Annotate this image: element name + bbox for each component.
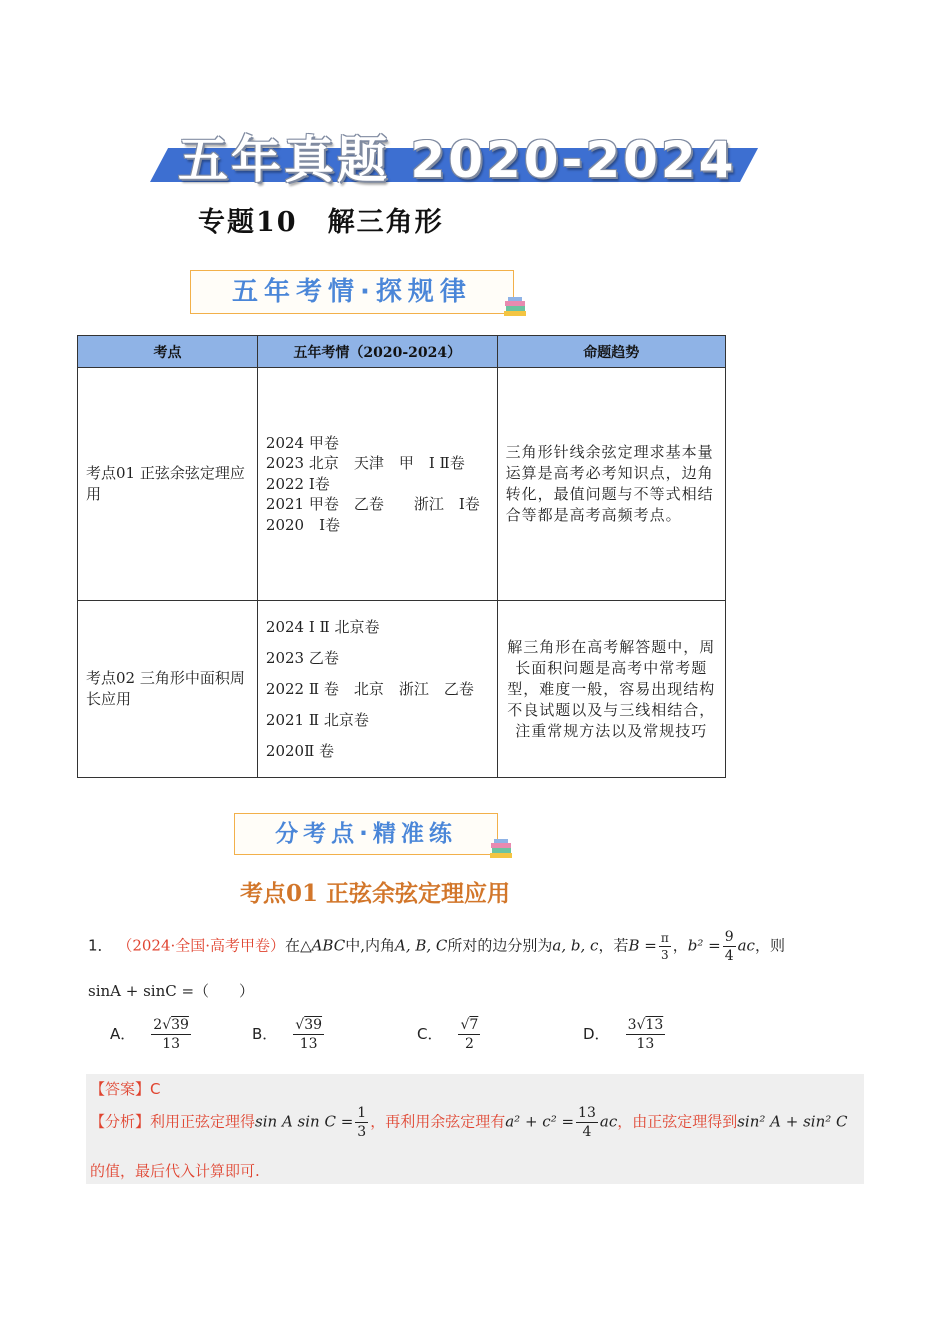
fraction: $\frac{√39}{13}$: [295, 1017, 323, 1052]
sides: a, b, c: [552, 936, 599, 955]
header-trend: 命题趋势: [497, 336, 725, 368]
denominator: 13: [299, 1036, 318, 1052]
question-text: ，若: [598, 936, 629, 955]
option-c[interactable]: [417, 1018, 482, 1051]
question-text: 所对的边分别为: [447, 936, 553, 955]
year-entry: 2024 甲卷: [265, 433, 339, 452]
year-entry: 2023 乙卷: [265, 648, 339, 667]
table-row: [78, 601, 726, 778]
header-banner: [150, 118, 740, 189]
ac: ac: [737, 936, 755, 955]
question-text: ，则: [754, 936, 785, 955]
radicand: 7: [469, 1017, 479, 1033]
fraction: $\frac{√7}{2}$: [460, 1017, 479, 1052]
coefficient: 2: [153, 1017, 163, 1033]
fraction: $\frac{2√39}{13}$: [153, 1017, 189, 1052]
question-expression: sinA + sinC =（ ）: [88, 982, 255, 1000]
option-label: A．: [110, 1024, 136, 1043]
formula: ac: [599, 1112, 618, 1131]
analysis-text: 利用正弦定理得: [150, 1112, 256, 1131]
denominator: 4: [724, 948, 734, 964]
year-entry: 2022 Ⅱ 卷 北京 浙江 乙卷: [265, 679, 474, 698]
option-label: B．: [252, 1024, 278, 1043]
condition-b: B =: [628, 936, 657, 955]
radicand: 39: [171, 1017, 189, 1033]
year-entry: 2021 Ⅱ 北京卷: [265, 710, 369, 729]
topic-prefix: 专题10: [198, 207, 298, 238]
denominator: 4: [582, 1124, 592, 1140]
cell-years: [257, 368, 497, 601]
fraction: [576, 1106, 598, 1139]
fraction: [355, 1106, 368, 1139]
header-point: 考点: [78, 336, 258, 368]
summary-table: [77, 335, 726, 778]
year-entry: 2020 Ⅰ卷: [265, 515, 341, 534]
table-header-row: [78, 336, 726, 368]
denominator: 3: [660, 948, 669, 962]
year-entry: 2023 北京 天津 甲 Ⅰ Ⅱ卷: [265, 454, 465, 473]
cell-point: 考点01 正弦余弦定理应用: [78, 368, 258, 601]
option-a[interactable]: [110, 1018, 193, 1051]
coefficient: 3: [627, 1017, 637, 1033]
question-stem: [88, 930, 785, 963]
section-title: 考点01 正弦余弦定理应用: [240, 880, 511, 907]
answer-value: C: [150, 1080, 161, 1098]
denominator: 2: [464, 1036, 474, 1052]
books-icon: [502, 296, 528, 318]
analysis-line: [90, 1160, 260, 1181]
section-label-practice: 分考点·精准练: [234, 813, 498, 855]
analysis-tag: 【分析】: [90, 1112, 151, 1131]
analysis-line: [90, 1106, 848, 1139]
radicand: 39: [304, 1017, 323, 1033]
table-row: [78, 368, 726, 601]
header-years: 五年考情（2020-2024）: [257, 336, 497, 368]
answer-line: [90, 1078, 161, 1099]
fraction: $\frac{3√13}{13}$: [627, 1017, 664, 1052]
radicand: 13: [645, 1017, 664, 1033]
option-label: C．: [417, 1024, 443, 1043]
denominator: 13: [162, 1036, 181, 1052]
cell-trend: 解三角形在高考解答题中，周长面积问题是高考中常考题型，难度一般，容易出现结构不良试题以及与三线相结合，注重常规方法以及常规技巧: [497, 601, 725, 778]
cell-trend: 三角形针线余弦定理求基本量运算是高考必考知识点，边角转化，最值问题与不等式相结合等都是高考高频考点。: [497, 368, 725, 601]
option-b[interactable]: [252, 1018, 326, 1051]
cell-years: [257, 601, 497, 778]
topic-title: [198, 200, 444, 239]
denominator: 13: [636, 1036, 655, 1052]
year-entry: 2022 Ⅰ卷: [265, 474, 330, 493]
question-text: 在: [285, 936, 301, 955]
option-label: D．: [583, 1024, 610, 1043]
fraction: [659, 932, 671, 961]
question-text: ，: [672, 936, 688, 955]
numerator: π: [660, 931, 669, 945]
option-d[interactable]: [583, 1018, 667, 1051]
analysis-text: 的值，最后代入计算即可.: [90, 1162, 260, 1180]
cell-point: 考点02 三角形中面积周长应用: [78, 601, 258, 778]
answer-tag: 【答案】: [90, 1080, 151, 1098]
year-entry: 2024 Ⅰ Ⅱ 北京卷: [265, 617, 380, 636]
topic-name: 解三角形: [327, 207, 444, 238]
numerator: 9: [724, 929, 734, 945]
numerator: 1: [357, 1105, 367, 1121]
formula: sin² A + sin² C: [737, 1112, 848, 1131]
analysis-text: ，再利用余弦定理有: [370, 1112, 506, 1131]
condition-b2: b² =: [687, 936, 721, 955]
denominator: 3: [357, 1124, 367, 1140]
formula: a² + c² =: [505, 1112, 575, 1131]
triangle-symbol: △ABC: [300, 936, 346, 955]
question-text: 中,内角: [345, 936, 395, 955]
angles: A, B, C: [395, 936, 448, 955]
section-label-trends: 五年考情·探规律: [190, 270, 514, 314]
formula: sin A sin C =: [255, 1112, 354, 1131]
books-icon: [488, 838, 514, 860]
fraction: [723, 930, 736, 963]
question-number: 1．: [88, 936, 113, 955]
analysis-text: ，由正弦定理得到: [617, 1112, 738, 1131]
question-source: （2024·全国·高考甲卷）: [117, 936, 286, 955]
banner-title: 五年真题 2020-2024: [178, 131, 737, 189]
year-entry: 2020Ⅱ 卷: [265, 741, 335, 760]
answer-block: [86, 1074, 864, 1184]
numerator: 13: [578, 1105, 596, 1121]
year-entry: 2021 甲卷 乙卷 浙江 Ⅰ卷: [265, 495, 480, 514]
